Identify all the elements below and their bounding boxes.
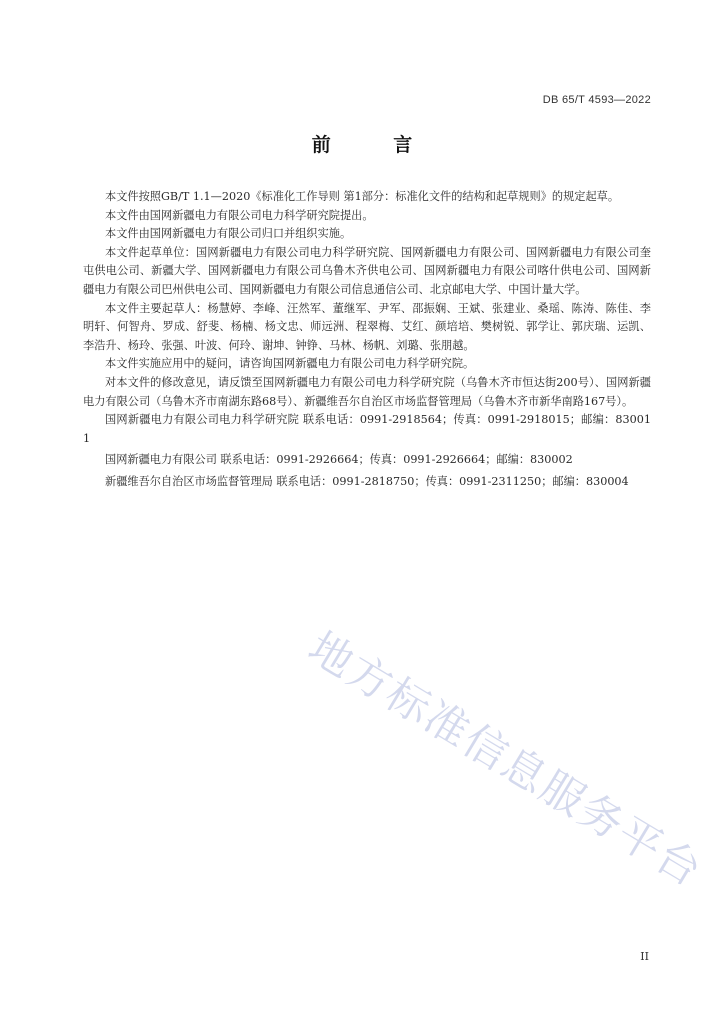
paragraph-inquiries: 本文件实施应用中的疑问，请咨询国网新疆电力有限公司电力科学研究院。 [105,357,475,371]
contact-line-grid-company: 国网新疆电力有限公司 联系电话：0991-2926664；传真：0991-2926664；邮编：830002 [105,453,573,467]
paragraph-feedback: 对本文件的修改意见，请反馈至国网新疆电力有限公司电力科学研究院（乌鲁木齐市恒达街200号）、国网新疆电力有限公司（乌鲁木齐市南湖东路68号）、新疆维吾尔自治区市场监督管理局（乌鲁木齐市新华南路167号）。 [83,375,651,408]
paragraph-drafters: 本文件主要起草人：杨慧婷、李峰、汪然军、董继军、尹军、邵振娴、王斌、张建业、桑瑶、陈涛、陈佳、李明轩、何智舟、罗成、舒斐、杨楠、杨文忠、师远洲、程翠梅、艾红、颜培培、樊树锐、郭学让、郭庆瑞、运凯、李浩升、杨玲、张强、叶波、何玲、谢坤、钟铮、马林、杨帆、刘璐、张朋越。 [83,301,651,352]
paragraph-drafting-units: 本文件起草单位：国网新疆电力有限公司电力科学研究院、国网新疆电力有限公司、国网新疆电力有限公司奎屯供电公司、新疆大学、国网新疆电力有限公司乌鲁木齐供电公司、国网新疆电力有限公司喀什供电公司、国网新疆电力有限公司巴州供电公司、国网新疆电力有限公司信息通信公司、北京邮电大学、中国计量大学。 [83,245,651,296]
document-code: DB 65/T 4593—2022 [542,94,651,106]
paragraph-drafting-basis: 本文件按照GB/T 1.1—2020《标准化工作导则 第1部分：标准化文件的结构和起草规则》的规定起草。 [105,190,620,203]
contact-line-market-regulation: 新疆维吾尔自治区市场监督管理局 联系电话：0991-2818750；传真：0991-2311250；邮编：830004 [105,474,629,488]
foreword-body [83,188,651,492]
contact-line-research-institute: 国网新疆电力有限公司电力科学研究院 联系电话：0991-2918564；传真：0991-2918015；邮编：830011 [83,413,651,445]
paragraph-proposer: 本文件由国网新疆电力有限公司电力科学研究院提出。 [105,208,374,222]
watermark-text: 地方标准信息服务平台 [299,622,712,898]
page-title: 前 言 [311,134,441,156]
paragraph-administrator: 本文件由国网新疆电力有限公司归口并组织实施。 [105,227,352,241]
page-number: II [640,950,649,963]
